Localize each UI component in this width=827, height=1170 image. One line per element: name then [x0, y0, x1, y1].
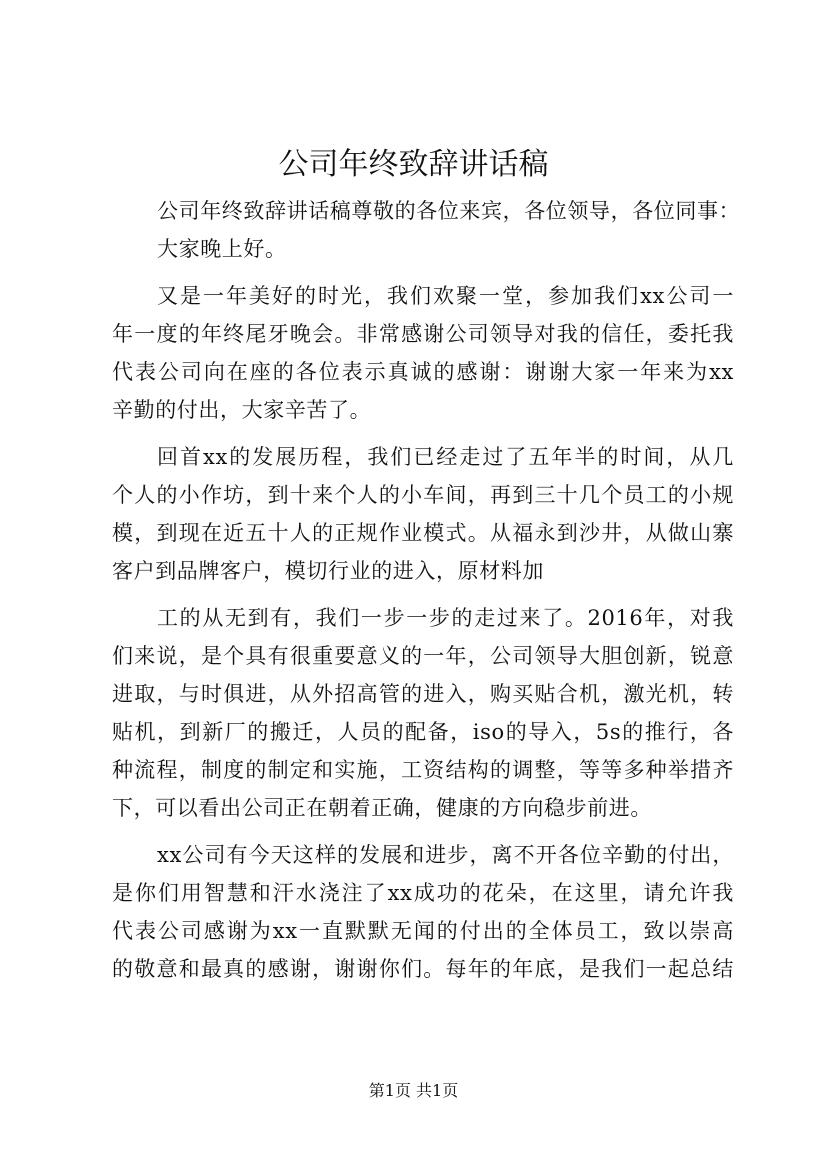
paragraph	[112, 836, 734, 988]
paragraph	[112, 438, 734, 590]
text-line: 代表公司感谢为xx一直默默无闻的付出的全体员工，致以崇高	[112, 919, 734, 943]
paragraph	[112, 192, 741, 230]
document-body	[112, 192, 741, 988]
text-line: 模，到现在近五十人的正规作业模式。从福永到沙井，从做山寨	[112, 521, 734, 545]
text-line: 种流程，制度的制定和实施，工资结构的调整，等等多种举措齐	[112, 758, 734, 782]
text-line: 是你们用智慧和汗水浇注了xx成功的花朵，在这里，请允许我	[112, 881, 734, 905]
text-line: 工的从无到有，我们一步一步的走过来了。2016年，对我	[157, 606, 734, 630]
page-footer: 第1页 共1页	[368, 1081, 459, 1100]
text-line: 公司年终致辞讲话稿尊敬的各位来宾，各位领导，各位同事：	[157, 199, 741, 223]
text-line: 贴机，到新厂的搬迁，人员的配备，iso的导入，5s的推行，各	[112, 720, 734, 744]
document-title: 公司年终致辞讲话稿	[278, 147, 549, 182]
text-line: 的敬意和最真的感谢，谢谢你们。每年的年底，是我们一起总结	[112, 957, 734, 981]
text-line: 进取，与时俱进，从外招高管的进入，购买贴合机，激光机，转	[112, 682, 734, 706]
text-line: 客户到品牌客户，模切行业的进入，原材料加	[112, 559, 544, 583]
text-line: 代表公司向在座的各位表示真诚的感谢：谢谢大家一年来为xx	[112, 360, 734, 384]
text-line: 下，可以看出公司正在朝着正确，健康的方向稳步前进。	[112, 796, 652, 820]
text-line: 辛勤的付出，大家辛苦了。	[112, 398, 372, 422]
text-line: 又是一年美好的时光，我们欢聚一堂，参加我们xx公司一	[157, 284, 734, 308]
text-line: 大家晚上好。	[157, 237, 287, 261]
text-line: 年一度的年终尾牙晚会。非常感谢公司领导对我的信任，委托我	[112, 322, 734, 346]
text-line: xx公司有今天这样的发展和进步，离不开各位辛勤的付出，	[157, 843, 734, 867]
paragraph	[112, 599, 734, 827]
paragraph	[112, 277, 734, 429]
text-line: 们来说，是个具有很重要意义的一年，公司领导大胆创新，锐意	[112, 644, 734, 668]
text-line: 回首xx的发展历程，我们已经走过了五年半的时间，从几	[157, 445, 734, 469]
paragraph	[112, 230, 734, 268]
text-line: 个人的小作坊，到十来个人的小车间，再到三十几个员工的小规	[112, 483, 734, 507]
